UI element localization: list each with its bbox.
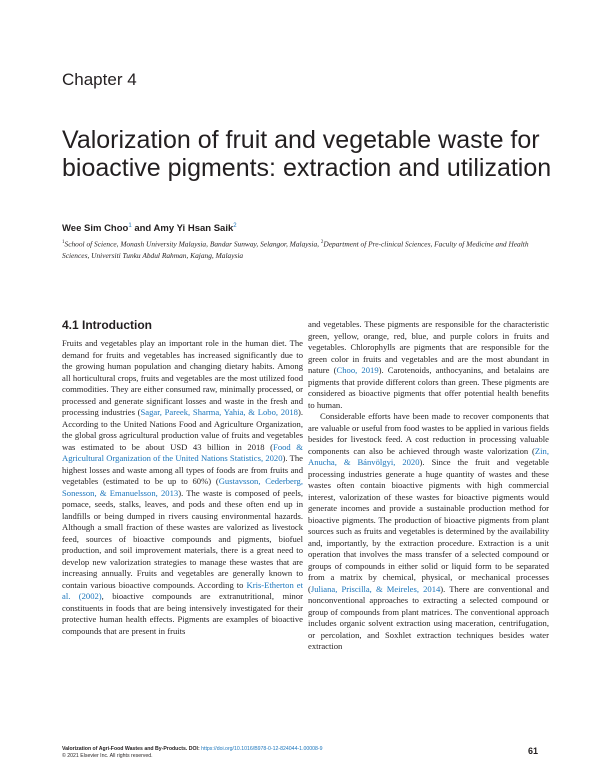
affiliation-number: 1 bbox=[62, 240, 65, 245]
book-citation bbox=[62, 746, 323, 753]
paragraph bbox=[62, 338, 303, 637]
author-name: Amy Yi Hsan Saik bbox=[153, 223, 234, 235]
body-text: ). The waste is composed of peels, pomace, seeds, stalks, leaves, and pods and these often end up in landfills or being dumped in rivers causing environmental hazards. Although a small fraction of these wastes are valorized as livestock feed, sources of bioactive compounds and pigments, biofuel production, and soil improvement materials, there is a great need to develop new valorization strategies to manage these wastes that are increasing annually. Fruits and vegetables are generally known to contain various bioactive compounds. According to bbox=[62, 487, 303, 590]
author-conjunction: and bbox=[131, 223, 154, 235]
chapter-title: Valorization of fruit and vegetable waste for bioactive pigments: extraction and utilization bbox=[62, 126, 552, 182]
left-column bbox=[62, 338, 303, 637]
author-line bbox=[62, 223, 237, 234]
affiliation-text: School of Science, Monash University Malaysia, Bandar Sunway, Selangor, Malaysia, bbox=[64, 239, 320, 249]
affiliation-marker[interactable]: 2 bbox=[233, 223, 237, 229]
citation-link[interactable]: Kris-Etherton et al. (2002) bbox=[62, 579, 303, 601]
body-text: and vegetables. These pigments are responsible for the characteristic green, yellow, orange, red, blue, and purple colors in fruits and vegetables. Chlorophylls are pigments that are responsible for the green color in fruits and vegetables and are the most abundant in nature ( bbox=[308, 319, 549, 375]
citation-link[interactable]: Sagar, Pareek, Sharma, Yahia, & Lobo, 2018 bbox=[140, 407, 298, 417]
right-column bbox=[308, 319, 549, 653]
body-text: Fruits and vegetables play an important role in the human diet. The demand for fruits and vegetables has increased significantly due to the growing human population and changing dietary habits. Among all horticultural crops, fruits and vegetables are the most utilized food commodities. They are either consumed raw, minimally processed, or processed and generate significant losses and waste in the fresh and processing industries ( bbox=[62, 338, 303, 417]
citation-link[interactable]: Choo, 2019 bbox=[336, 365, 379, 375]
citation-link[interactable]: Gustavsson, Cederberg, Sonesson, & Emanuelsson, 2013 bbox=[62, 476, 303, 498]
page-number: 61 bbox=[527, 746, 538, 756]
affiliation-text: Department of Pre-clinical Sciences, Faculty of Medicine and Health Sciences, Universiti Tunku Abdul Rahman, Kajang, Malaysia bbox=[62, 239, 529, 261]
paragraph bbox=[308, 319, 549, 411]
citation-link[interactable]: Juliana, Priscilla, & Meireles, 2014 bbox=[310, 583, 441, 594]
page-footer bbox=[62, 746, 323, 760]
section-heading: 4.1 Introduction bbox=[62, 318, 152, 332]
copyright-notice: © 2021 Elsevier Inc. All rights reserved. bbox=[62, 753, 153, 759]
citation-link[interactable]: Zin, Anucha, & Bánvölgyi, 2020 bbox=[308, 445, 549, 467]
affiliation-marker[interactable]: 1 bbox=[128, 223, 132, 229]
doi-link[interactable]: https://doi.org/10.1016/B978-0-12-824044-1.00008-9 bbox=[201, 746, 323, 752]
body-text: ). There are conventional and nonconventional approaches to extracting a selected compound or group of compounds from plant matrices. The conventional approach includes organic solvent extraction using maceration, centrifugation, or percolation, and Soxhlet extraction techniques besides water extraction bbox=[308, 583, 549, 651]
paragraph bbox=[308, 411, 549, 653]
body-text: ). According to the United Nations Food and Agriculture Organization, the global gross agricultural production value of fruits and vegetables was estimated to be about USD 43 billion in 2018 ( bbox=[62, 407, 303, 452]
chapter-label: Chapter 4 bbox=[62, 70, 137, 89]
affiliations bbox=[62, 237, 552, 262]
book-title: Valorization of Agri-Food Wastes and By-Products. bbox=[62, 746, 188, 752]
body-text: ). Carotenoids, anthocyanins, and betalains are pigments that provide different colors than green. These pigments are considered as bioactive pigments that offer potential health benefits to human. bbox=[308, 365, 550, 410]
body-text: Considerable efforts have been made to recover components that are valuable or useful from food wastes to be applied in various fields besides for livestock feed. A cost reduction in processing valuable components can also be achieved through waste valorization ( bbox=[308, 411, 549, 456]
affiliation-number: 2 bbox=[320, 240, 324, 245]
citation-link[interactable]: Food & Agricultural Organization of the United Nations Statistics, 2020 bbox=[62, 441, 303, 463]
body-text: ). Since the fruit and vegetable processing industries generate a huge quantity of wastes and these wastes often contain bioactive pigments with high commercial interest, valorization of these wastes for bioactive pigments would generate incomes and provide a sustainable production method for bioactive pigments. The production of bioactive pigments from plant sources such as fruits and vegetables is determined by the availability and, importantly, by the extraction procedure. Extraction is a unit operation that involves the mass transfer of a selected compound or groups of compounds in either solid or liquid form to be separated from a matrix by chemical, physical, or mechanical processes ( bbox=[308, 457, 549, 594]
body-text: ). The highest losses and waste among all types of foods are from fruits and vegetables (estimated to be up to 60%) ( bbox=[62, 453, 303, 486]
author-name: Wee Sim Choo bbox=[62, 223, 129, 235]
doi-label: DOI: bbox=[187, 746, 202, 752]
body-text: , bioactive compounds are extranutritional, minor constituents in foods that are being intensively investigated for their protective human health effects. Pigments are examples of bioactive compounds that are present in fruits bbox=[62, 591, 303, 636]
